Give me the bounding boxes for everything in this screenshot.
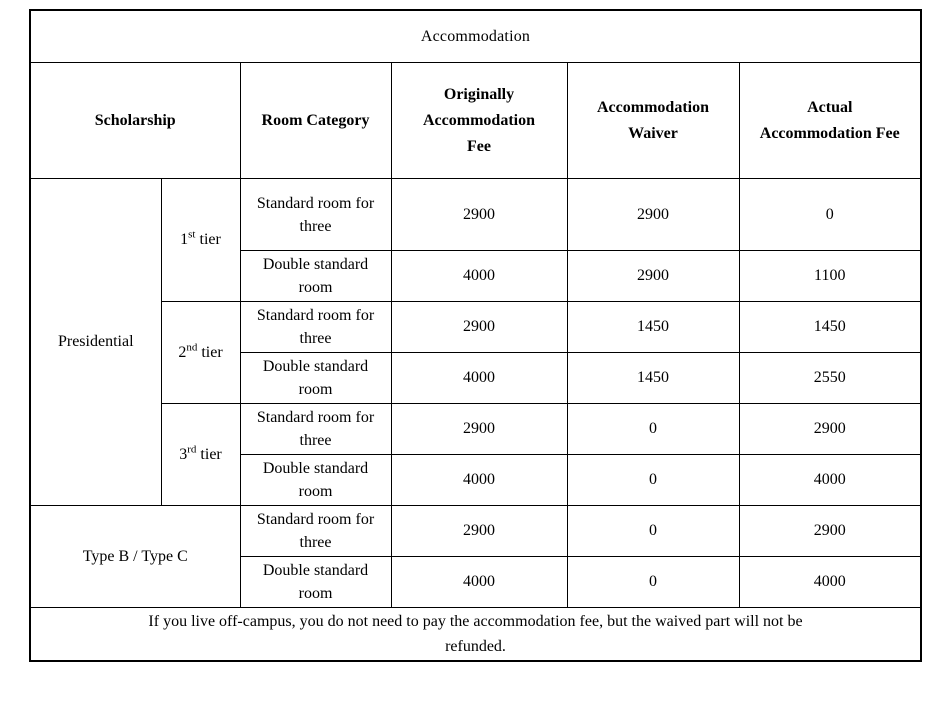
table-row bbox=[30, 179, 921, 251]
actual-fee-cell: 4000 bbox=[739, 455, 921, 506]
actual-fee-cell: 2900 bbox=[739, 404, 921, 455]
room-category-cell bbox=[240, 353, 391, 404]
room-category-text: Double standard room bbox=[262, 358, 369, 398]
room-category-cell bbox=[240, 302, 391, 353]
room-category-text: Standard room for three bbox=[256, 307, 375, 347]
room-category-cell bbox=[240, 404, 391, 455]
room-category-text: Standard room for three bbox=[256, 409, 375, 449]
tier-ordinal: st bbox=[188, 228, 196, 241]
originally-fee-cell: 2900 bbox=[391, 506, 567, 557]
room-category-text: Standard room for three bbox=[256, 194, 375, 235]
tier-word: tier bbox=[197, 343, 223, 361]
col-header-actual-fee bbox=[739, 63, 921, 179]
originally-fee-cell: 4000 bbox=[391, 353, 567, 404]
accommodation-fee-table bbox=[29, 9, 922, 662]
table-row bbox=[30, 506, 921, 557]
tier-ordinal: nd bbox=[186, 341, 198, 354]
waiver-cell: 2900 bbox=[567, 251, 739, 302]
originally-fee-cell: 2900 bbox=[391, 404, 567, 455]
actual-fee-cell: 1100 bbox=[739, 251, 921, 302]
originally-fee-cell: 2900 bbox=[391, 179, 567, 251]
col-header-originally-fee bbox=[391, 63, 567, 179]
room-category-cell bbox=[240, 251, 391, 302]
waiver-cell: 0 bbox=[567, 404, 739, 455]
room-category-text: Standard room for three bbox=[256, 511, 375, 551]
col-header-accommodation-waiver bbox=[567, 63, 739, 179]
originally-fee-cell: 4000 bbox=[391, 557, 567, 608]
table-title: Accommodation bbox=[30, 10, 921, 63]
footnote-row bbox=[30, 608, 921, 662]
header-line: Fee bbox=[467, 137, 491, 155]
scholarship-type-bc-cell: Type B / Type C bbox=[30, 506, 240, 608]
footnote-line: If you live off-campus, you do not need to pay the accommodation fee, but the waived part will not be bbox=[148, 613, 803, 630]
header-line: Scholarship bbox=[94, 111, 176, 129]
room-category-cell bbox=[240, 179, 391, 251]
tier-1-cell bbox=[161, 179, 240, 302]
actual-fee-cell: 2900 bbox=[739, 506, 921, 557]
table-header-row bbox=[30, 63, 921, 179]
footnote bbox=[30, 608, 921, 662]
tier-number: 3 bbox=[179, 445, 188, 463]
room-category-text: Double standard room bbox=[262, 460, 369, 500]
waiver-cell: 2900 bbox=[567, 179, 739, 251]
table-row bbox=[30, 404, 921, 455]
room-category-cell bbox=[240, 455, 391, 506]
header-line: Waiver bbox=[628, 124, 678, 142]
originally-fee-cell: 4000 bbox=[391, 251, 567, 302]
tier-3-cell bbox=[161, 404, 240, 506]
header-line: Room Category bbox=[261, 111, 370, 129]
waiver-cell: 1450 bbox=[567, 353, 739, 404]
room-category-text: Double standard room bbox=[262, 562, 369, 602]
tier-ordinal: rd bbox=[187, 443, 197, 456]
waiver-cell: 0 bbox=[567, 557, 739, 608]
header-line: Accommodation bbox=[423, 111, 535, 129]
col-header-scholarship bbox=[30, 63, 240, 179]
table-title-row bbox=[30, 10, 921, 63]
scholarship-presidential-cell: Presidential bbox=[30, 179, 161, 506]
table-row bbox=[30, 302, 921, 353]
tier-number: 2 bbox=[178, 343, 187, 361]
actual-fee-cell: 2550 bbox=[739, 353, 921, 404]
col-header-room-category bbox=[240, 63, 391, 179]
actual-fee-cell: 1450 bbox=[739, 302, 921, 353]
footnote-line: refunded. bbox=[445, 638, 506, 655]
originally-fee-cell: 4000 bbox=[391, 455, 567, 506]
actual-fee-cell: 0 bbox=[739, 179, 921, 251]
room-category-text: Double standard room bbox=[262, 256, 369, 296]
header-line: Accommodation bbox=[597, 98, 709, 116]
tier-word: tier bbox=[196, 445, 222, 463]
waiver-cell: 1450 bbox=[567, 302, 739, 353]
room-category-cell bbox=[240, 506, 391, 557]
actual-fee-cell: 4000 bbox=[739, 557, 921, 608]
originally-fee-cell: 2900 bbox=[391, 302, 567, 353]
tier-word: tier bbox=[195, 231, 221, 248]
header-line: Originally bbox=[443, 85, 515, 103]
header-line: Actual bbox=[807, 98, 853, 116]
tier-2-cell bbox=[161, 302, 240, 404]
waiver-cell: 0 bbox=[567, 506, 739, 557]
room-category-cell bbox=[240, 557, 391, 608]
waiver-cell: 0 bbox=[567, 455, 739, 506]
header-line: Accommodation Fee bbox=[759, 124, 900, 142]
tier-number: 1 bbox=[180, 231, 189, 248]
